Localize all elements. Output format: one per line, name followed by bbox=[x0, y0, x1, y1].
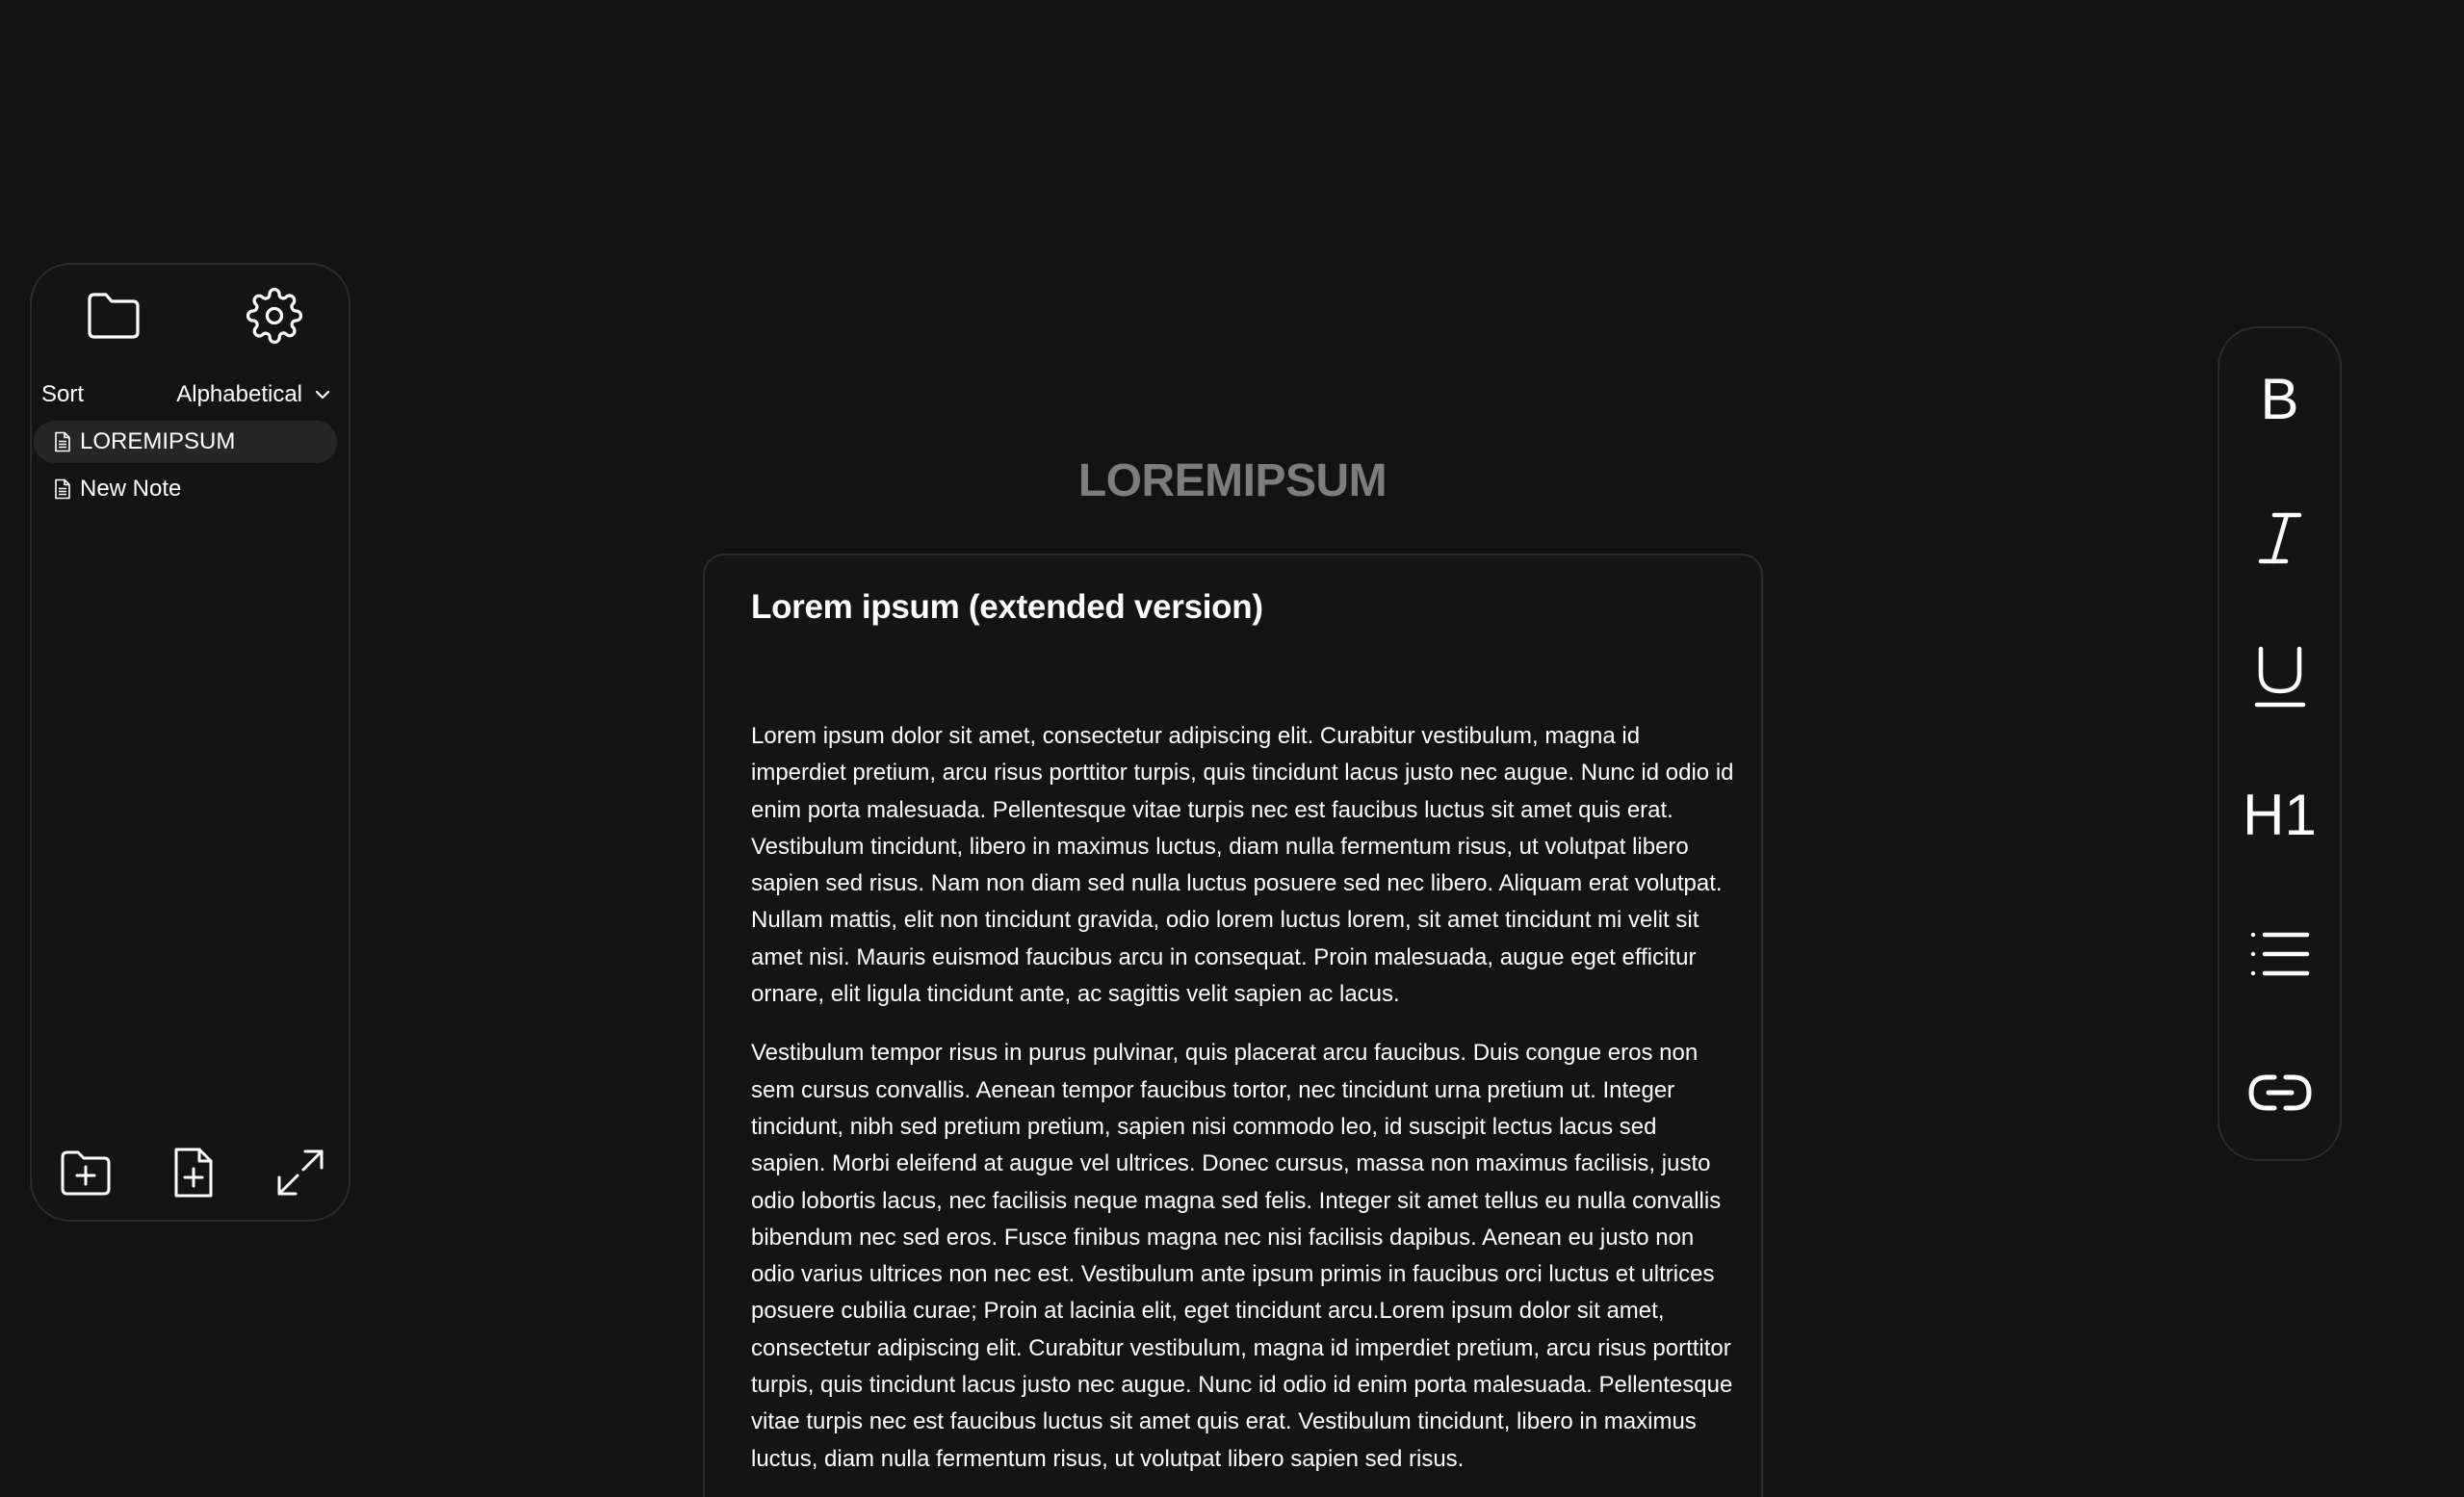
file-item-new-note[interactable] bbox=[34, 468, 337, 510]
folder-icon[interactable] bbox=[85, 287, 143, 345]
sort-value: Alphabetical bbox=[176, 381, 302, 407]
file-icon bbox=[53, 478, 72, 500]
underline-button[interactable] bbox=[2219, 633, 2340, 720]
note-editor[interactable] bbox=[703, 554, 1763, 1497]
bold-label: B bbox=[2260, 367, 2299, 431]
italic-button[interactable] bbox=[2219, 495, 2340, 581]
heading1-button[interactable] bbox=[2219, 772, 2340, 859]
bold-button[interactable] bbox=[2219, 356, 2340, 443]
link-icon bbox=[2247, 1071, 2313, 1114]
expand-icon[interactable] bbox=[273, 1146, 327, 1200]
file-item-label: New Note bbox=[80, 476, 182, 502]
sort-label: Sort bbox=[41, 381, 85, 407]
doc-paragraph: Lorem ipsum dolor sit amet, consectetur adipiscing elit. Curabitur vestibulum, magna id imperdiet pretium, arcu risus porttitor turpis, quis tincidunt lacus justo nec augue. Nunc id odio id enim porta malesuada. Pellentesque vitae turpis nec est faucibus luctus sit amet quis erat. Vestibulum tincidunt, libero in maximus luctus, diam nulla fermentum risus, ut volutpat libero sapien sed risus. Nam non diam sed nulla luctus posuere sed nec libero. Aliquam erat volutpat. Nullam mattis, elit non tincidunt gravida, odio lorem luctus lorem, sit amet tincidunt mi velit sit amet nisi. Mauris euismod faucibus arcu in consequat. Proin malesuada, augue eget efficitur ornare, elit ligula tincidunt ante, ac sagittis velit sapien ac lacus. bbox=[751, 723, 1734, 1008]
note-title: LOREMIPSUM bbox=[1077, 455, 1388, 506]
sort-row bbox=[41, 378, 331, 411]
new-file-icon[interactable] bbox=[167, 1146, 220, 1200]
file-item-loremipsum[interactable] bbox=[34, 421, 337, 463]
chevron-down-icon bbox=[314, 386, 331, 403]
file-sidebar bbox=[30, 263, 350, 1222]
list-icon bbox=[2249, 930, 2311, 978]
new-folder-icon[interactable] bbox=[59, 1146, 113, 1200]
format-toolbar bbox=[2218, 326, 2342, 1161]
gear-icon[interactable] bbox=[246, 287, 303, 345]
file-item-label: LOREMIPSUM bbox=[80, 428, 236, 454]
underline-icon bbox=[2253, 645, 2307, 709]
file-list bbox=[34, 421, 337, 515]
sort-select[interactable] bbox=[176, 381, 331, 408]
list-button[interactable] bbox=[2219, 911, 2340, 997]
italic-icon bbox=[2255, 509, 2305, 567]
file-icon bbox=[53, 431, 72, 452]
heading1-label: H1 bbox=[2243, 783, 2317, 847]
doc-heading: Lorem ipsum (extended version) bbox=[751, 588, 1263, 626]
doc-paragraph: Vestibulum tempor risus in purus pulvinar, quis placerat arcu faucibus. Duis congue eros non sem cursus convallis. Aenean tempor faucibus tortor, nec tincidunt urna pretium ut. Integer tincidunt, nibh sed pretium pretium, sapien nisi commodo leo, id suscipit lectus lacus sed sapien. Morbi eleifend at augue vel ultrices. Donec cursus, massa non maximus facilisis, justo odio lobortis lacus, nec facilisis neque magna sed felis. Integer sit amet tellus eu nulla convallis bibendum nec sed eros. Fusce finibus magna nec nisi facilisis dapibus. Aenean eu justo non odio varius ultrices non nec est. Vestibulum ante ipsum primis in faucibus orci luctus et ultrices posuere cubilia curae; Proin at lacinia elit, eget tincidunt arcu.Lorem ipsum dolor sit amet, consectetur adipiscing elit. Curabitur vestibulum, magna id imperdiet pretium, arcu risus porttitor turpis, quis tincidunt lacus justo nec augue. Nunc id odio id enim porta malesuada. Pellentesque vitae turpis nec est faucibus luctus sit amet quis erat. Vestibulum tincidunt, libero in maximus luctus, diam nulla fermentum risus, ut volutpat libero sapien sed risus. bbox=[751, 1040, 1733, 1472]
link-button[interactable] bbox=[2219, 1049, 2340, 1136]
